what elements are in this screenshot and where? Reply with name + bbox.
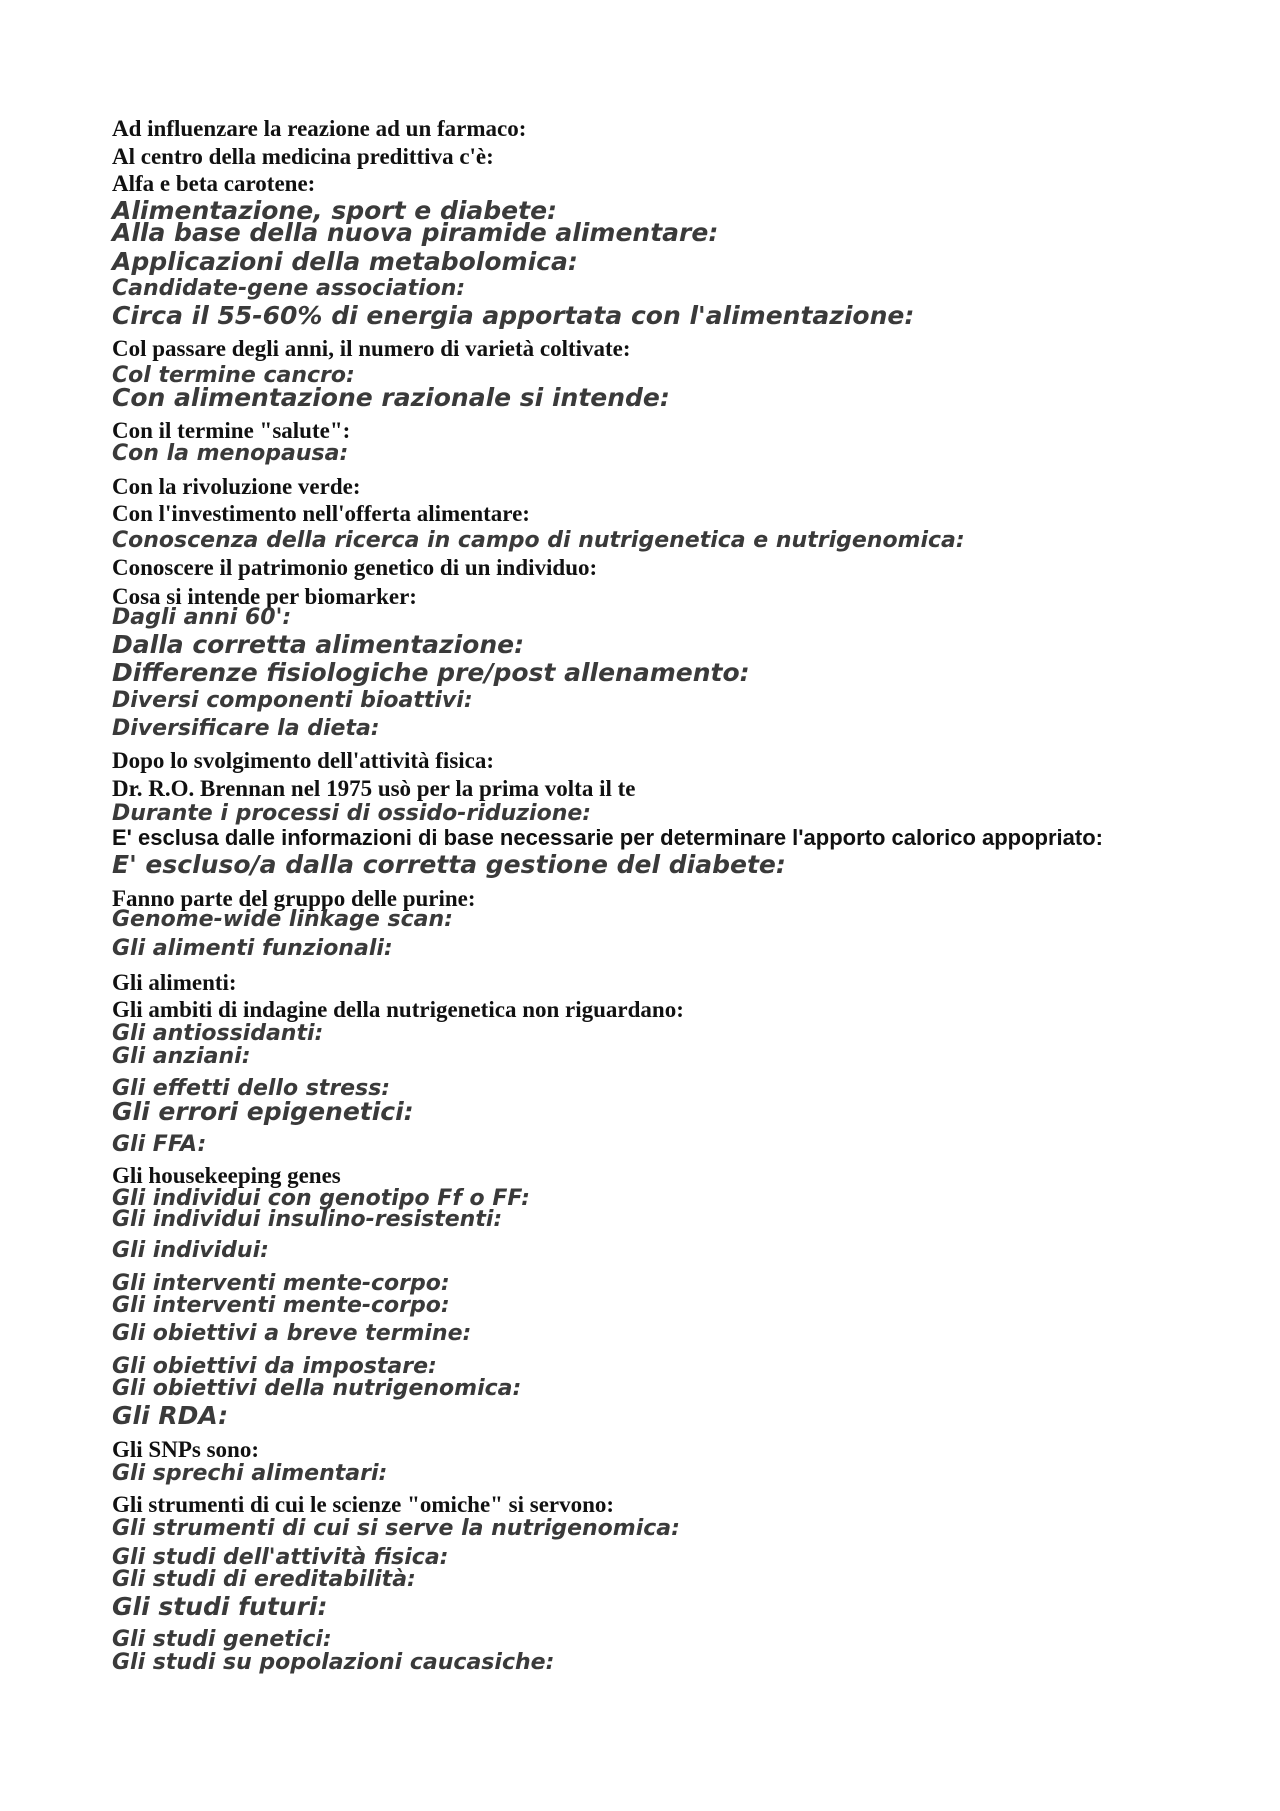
- question-line: Gli strumenti di cui si serve la nutrigenomica:: [112, 1516, 680, 1541]
- question-line: Gli ambiti di indagine della nutrigenetica non riguardano:: [112, 997, 684, 1022]
- question-line: Fanno parte del gruppo delle purine:: [112, 886, 476, 911]
- question-line: Gli studi su popolazioni caucasiche:: [112, 1650, 555, 1675]
- question-line: Conoscere il patrimonio genetico di un individuo:: [112, 555, 598, 580]
- question-line: Genome-wide linkage scan:: [112, 907, 453, 932]
- question-line: Applicazioni della metabolomica:: [112, 247, 578, 276]
- question-line: Con alimentazione razionale si intende:: [112, 383, 670, 412]
- question-line: Dr. R.O. Brennan nel 1975 usò per la prima volta il te: [112, 776, 636, 801]
- question-line: Con la menopausa:: [112, 441, 349, 466]
- question-line: Gli strumenti di cui le scienze "omiche" si servono:: [112, 1492, 615, 1517]
- question-line: Gli FFA:: [112, 1132, 207, 1157]
- question-line: Gli studi di ereditabilità:: [112, 1567, 416, 1592]
- question-line: Differenze fisiologiche pre/post allenamento:: [112, 658, 750, 687]
- question-line: Gli studi futuri:: [112, 1592, 328, 1621]
- question-line: Col passare degli anni, il numero di varietà coltivate:: [112, 336, 631, 361]
- question-line: Gli SNPs sono:: [112, 1437, 259, 1462]
- question-line: Dagli anni 60':: [112, 605, 292, 630]
- question-line: Gli antiossidanti:: [112, 1021, 324, 1046]
- question-line: Gli obiettivi a breve termine:: [112, 1321, 472, 1346]
- question-line: Alfa e beta carotene:: [112, 171, 316, 196]
- question-line: Cosa si intende per biomarker:: [112, 584, 417, 609]
- question-line: Candidate-gene association:: [112, 276, 466, 301]
- question-line: Col termine cancro:: [112, 363, 355, 388]
- question-line: Gli interventi mente-corpo:: [112, 1293, 450, 1318]
- question-line: Gli alimenti funzionali:: [112, 936, 393, 961]
- question-line: Gli interventi mente-corpo:: [112, 1271, 450, 1296]
- question-line: E' escluso/a dalla corretta gestione del diabete:: [112, 850, 786, 879]
- question-line: Durante i processi di ossido-riduzione:: [112, 801, 592, 826]
- question-line: Gli effetti dello stress:: [112, 1076, 391, 1101]
- question-line: E' esclusa dalle informazioni di base necessarie per determinare l'apporto calorico appopriato:: [112, 825, 1103, 850]
- question-line: Dopo lo svolgimento dell'attività fisica:: [112, 748, 495, 773]
- question-line: Alla base della nuova piramide alimentare:: [112, 218, 719, 247]
- question-line: Ad influenzare la reazione ad un farmaco:: [112, 116, 527, 141]
- question-line: Con il termine "salute":: [112, 418, 351, 443]
- question-line: Alimentazione, sport e diabete:: [112, 196, 558, 225]
- question-line: Gli studi dell'attività fisica:: [112, 1545, 449, 1570]
- question-line: Con la rivoluzione verde:: [112, 474, 361, 499]
- question-line: Gli alimenti:: [112, 970, 237, 995]
- question-line: Gli housekeeping genes: [112, 1163, 341, 1188]
- question-line: Circa il 55-60% di energia apportata con l'alimentazione:: [112, 301, 915, 330]
- question-line: Gli anziani:: [112, 1044, 251, 1069]
- question-line: Conoscenza della ricerca in campo di nutrigenetica e nutrigenomica:: [112, 528, 965, 553]
- question-line: Con l'investimento nell'offerta alimentare:: [112, 501, 530, 526]
- question-line: Al centro della medicina predittiva c'è:: [112, 144, 494, 169]
- question-line: Gli obiettivi della nutrigenomica:: [112, 1376, 522, 1401]
- question-line: Gli studi genetici:: [112, 1627, 332, 1652]
- question-line: Gli errori epigenetici:: [112, 1097, 414, 1126]
- question-line: Gli individui con genotipo Ff o FF:: [112, 1186, 530, 1211]
- question-line: Gli obiettivi da impostare:: [112, 1354, 437, 1379]
- question-line: Diversificare la dieta:: [112, 716, 380, 741]
- question-line: Gli sprechi alimentari:: [112, 1461, 388, 1486]
- question-line: Dalla corretta alimentazione:: [112, 630, 525, 659]
- question-line: Gli individui insulino-resistenti:: [112, 1207, 503, 1232]
- question-line: Gli RDA:: [112, 1401, 229, 1430]
- question-line: Gli individui:: [112, 1238, 269, 1263]
- question-line: Diversi componenti bioattivi:: [112, 688, 473, 713]
